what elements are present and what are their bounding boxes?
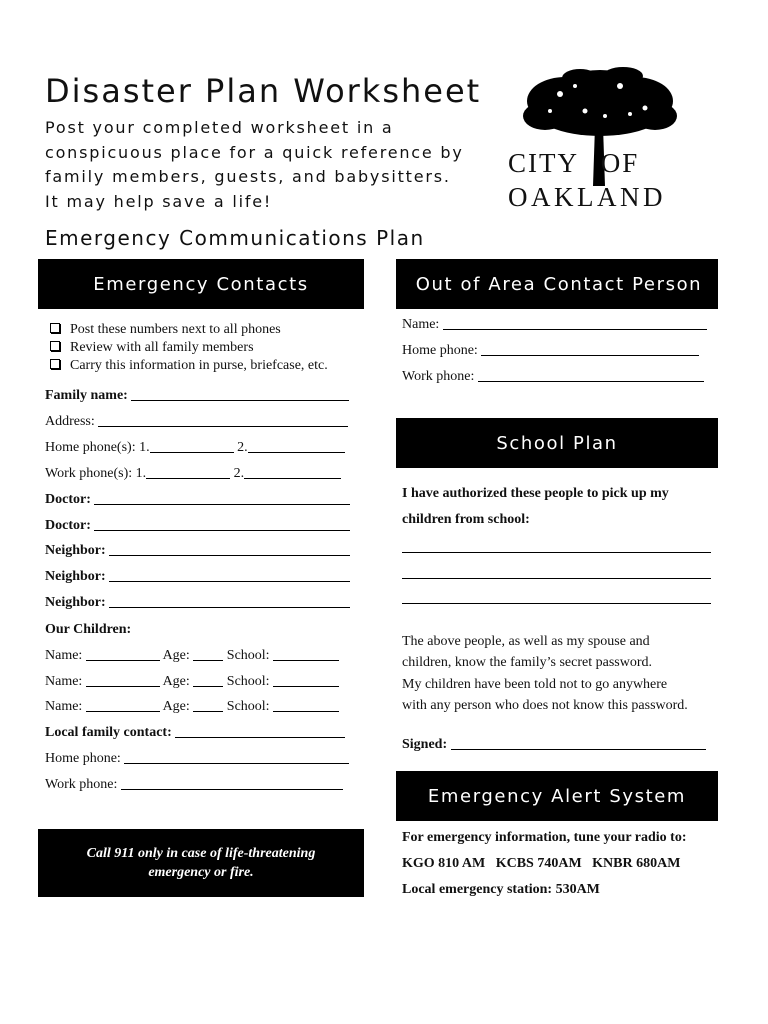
child-school-blank[interactable] xyxy=(273,648,339,661)
home-phone-label: Home phone: xyxy=(45,751,121,766)
password-paragraph-line: My children have been told not to go anywhere xyxy=(402,677,668,692)
home-phone-blank[interactable] xyxy=(124,751,349,764)
family-name-blank[interactable] xyxy=(131,388,349,401)
doctor-blank[interactable] xyxy=(94,492,350,505)
doctor-field xyxy=(45,492,350,508)
authorized-person-blank[interactable] xyxy=(402,578,711,579)
checkbox-icon xyxy=(50,359,60,369)
work-phones-field xyxy=(45,466,341,482)
doctor-field xyxy=(45,518,350,534)
second-label: 2. xyxy=(233,466,245,481)
signature-blank[interactable] xyxy=(451,737,706,750)
checklist-item xyxy=(50,340,254,356)
school-plan-heading: School Plan xyxy=(396,418,718,468)
home-phone-2-blank[interactable] xyxy=(248,440,345,453)
local-family-contact-blank[interactable] xyxy=(175,725,345,738)
local-station: Local emergency station: 530AM xyxy=(402,882,600,897)
oa-home-phone-blank[interactable] xyxy=(481,343,699,356)
second-label: 2. xyxy=(237,440,248,455)
logo-text-oakland: OAKLAND xyxy=(508,182,666,212)
section-title: Emergency Communications Plan xyxy=(45,226,425,250)
intro-line: Post your completed worksheet in a xyxy=(45,118,394,137)
emergency-contacts-heading: Emergency Contacts xyxy=(38,259,364,309)
home-phone-field xyxy=(45,751,349,767)
out-of-area-heading: Out of Area Contact Person xyxy=(396,259,718,309)
radio-stations: KGO 810 AM KCBS 740AM KNBR 680AM xyxy=(402,856,681,871)
local-family-contact-field xyxy=(45,725,345,741)
child-age-blank[interactable] xyxy=(193,674,223,687)
oa-name-blank[interactable] xyxy=(443,317,707,330)
work-phone-blank[interactable] xyxy=(121,777,343,790)
neighbor-label: Neighbor: xyxy=(45,595,106,610)
neighbor-field xyxy=(45,595,350,611)
authorized-text: children from school: xyxy=(402,512,530,527)
logo-text-city: CITY OF xyxy=(508,148,640,178)
authorized-person-blank[interactable] xyxy=(402,603,711,604)
call-911-notice xyxy=(38,829,364,897)
oa-work-phone-label: Work phone: xyxy=(402,369,475,384)
oa-name-field xyxy=(402,317,707,333)
neighbor-field xyxy=(45,569,350,585)
our-children-label: Our Children: xyxy=(45,622,132,637)
neighbor-blank[interactable] xyxy=(109,595,350,608)
work-phone-field xyxy=(45,777,343,793)
child-name-label: Name: xyxy=(45,699,83,714)
child-row xyxy=(45,699,339,715)
tune-radio-text: For emergency information, tune your radio to: xyxy=(402,830,687,845)
child-school-blank[interactable] xyxy=(273,674,339,687)
neighbor-blank[interactable] xyxy=(109,543,350,556)
oa-work-phone-field xyxy=(402,369,704,385)
child-row xyxy=(45,648,339,664)
neighbor-label: Neighbor: xyxy=(45,543,106,558)
oa-home-phone-field xyxy=(402,343,699,359)
checklist-item xyxy=(50,358,328,374)
doctor-label: Doctor: xyxy=(45,518,91,533)
address-field xyxy=(45,414,348,430)
family-name-field xyxy=(45,388,349,404)
work-phone-2-blank[interactable] xyxy=(244,466,341,479)
checklist-label: Post these numbers next to all phones xyxy=(70,322,281,337)
child-school-blank[interactable] xyxy=(273,699,339,712)
alert-system-heading: Emergency Alert System xyxy=(396,771,718,821)
child-name-blank[interactable] xyxy=(86,648,160,661)
work-phone-1-blank[interactable] xyxy=(146,466,230,479)
intro-text xyxy=(45,116,495,214)
child-age-blank[interactable] xyxy=(193,699,223,712)
doctor-label: Doctor: xyxy=(45,492,91,507)
child-name-blank[interactable] xyxy=(86,674,160,687)
checklist-label: Review with all family members xyxy=(70,340,254,355)
work-phone-label: Work phone: xyxy=(45,777,118,792)
child-name-label: Name: xyxy=(45,674,83,689)
checklist-item xyxy=(50,322,281,338)
child-school-label: School: xyxy=(226,648,270,663)
checkbox-icon xyxy=(50,341,60,351)
doctor-blank[interactable] xyxy=(94,518,350,531)
child-age-label: Age: xyxy=(162,674,190,689)
call-911-line: Call 911 only in case of life-threatening xyxy=(86,846,316,861)
page-title: Disaster Plan Worksheet xyxy=(45,72,482,110)
child-school-label: School: xyxy=(226,699,270,714)
work-phones-label: Work phone(s): 1. xyxy=(45,466,147,481)
neighbor-label: Neighbor: xyxy=(45,569,106,584)
oa-home-phone-label: Home phone: xyxy=(402,343,478,358)
authorized-person-blank[interactable] xyxy=(402,552,711,553)
home-phones-label: Home phone(s): 1. xyxy=(45,440,150,455)
checkbox-icon xyxy=(50,323,60,333)
checklist-label: Carry this information in purse, briefcase, etc. xyxy=(70,358,328,373)
authorized-text: I have authorized these people to pick up my xyxy=(402,486,669,501)
home-phone-1-blank[interactable] xyxy=(150,440,234,453)
child-age-label: Age: xyxy=(162,699,190,714)
call-911-line: emergency or fire. xyxy=(148,865,254,880)
child-age-blank[interactable] xyxy=(193,648,223,661)
password-paragraph-line: children, know the family’s secret password. xyxy=(402,655,652,670)
password-paragraph-line: with any person who does not know this password. xyxy=(402,698,688,713)
oa-name-label: Name: xyxy=(402,317,440,332)
family-name-label: Family name: xyxy=(45,388,128,403)
intro-line: family members, guests, and babysitters. xyxy=(45,167,451,186)
oa-work-phone-blank[interactable] xyxy=(478,369,704,382)
signed-field xyxy=(402,737,706,753)
address-blank[interactable] xyxy=(98,414,348,427)
child-name-blank[interactable] xyxy=(86,699,160,712)
child-school-label: School: xyxy=(226,674,270,689)
signed-label: Signed: xyxy=(402,737,448,752)
child-row xyxy=(45,674,339,690)
address-label: Address: xyxy=(45,414,95,429)
intro-line: conspicuous place for a quick reference by xyxy=(45,142,464,162)
local-family-contact-label: Local family contact: xyxy=(45,725,172,740)
neighbor-blank[interactable] xyxy=(109,569,350,582)
intro-line: It may help save a life! xyxy=(45,191,273,211)
password-paragraph-line: The above people, as well as my spouse and xyxy=(402,634,650,649)
child-age-label: Age: xyxy=(162,648,190,663)
neighbor-field xyxy=(45,543,350,559)
child-name-label: Name: xyxy=(45,648,83,663)
home-phones-field xyxy=(45,440,345,456)
